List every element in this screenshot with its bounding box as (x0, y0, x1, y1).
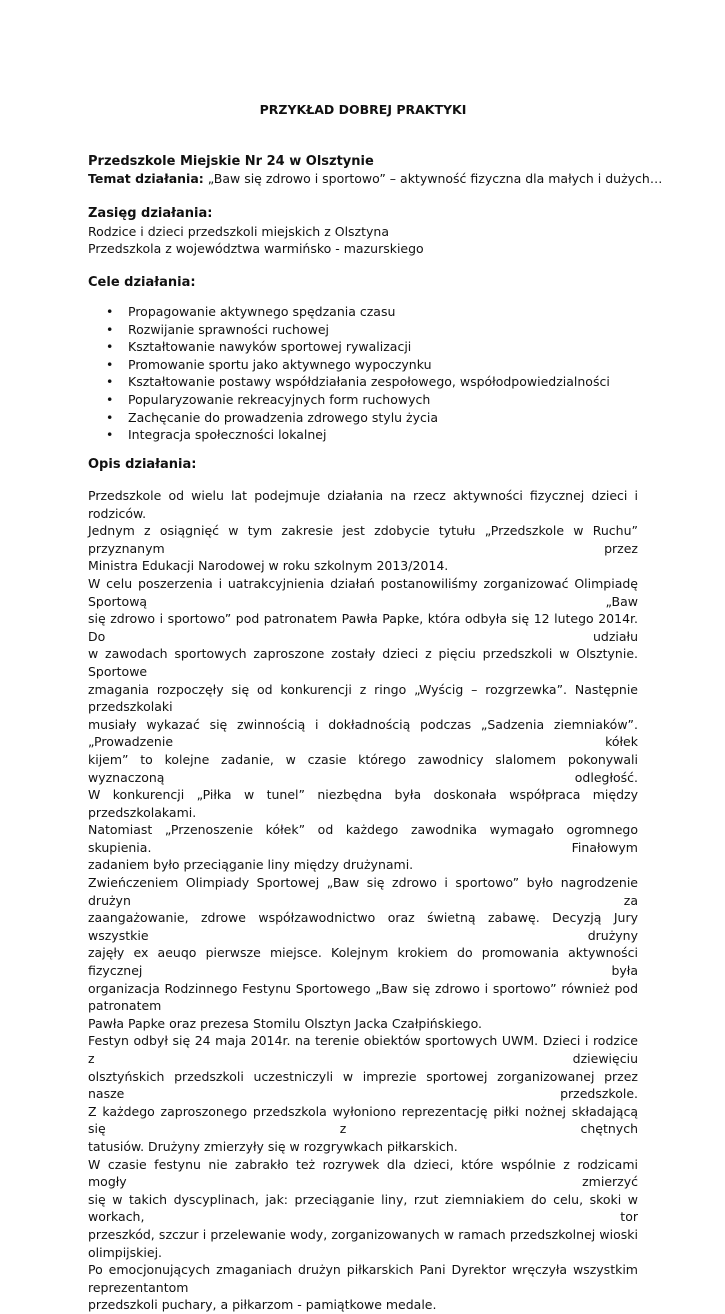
scope-heading: Zasięg działania: (88, 206, 213, 221)
description-line: zaangażowanie, zdrowe współzawodnictwo oraz świetną zabawę. Decyzją Jury wszystkie drużyny (88, 910, 638, 943)
goal-item: • Propagowanie aktywnego spędzania czasu (106, 304, 396, 319)
goal-item: • Integracja społeczności lokalnej (106, 427, 327, 443)
description-line: Przedszkole od wielu lat podejmuje działania na rzecz aktywności fizycznej dzieci i rodziców. (88, 488, 638, 521)
description-line: Po emocjonujących zmaganiach drużyn piłkarskich Pani Dyrektor wręczyła wszystkim reprezentantom (88, 1262, 638, 1295)
description-line: się zdrowo i sportowo” pod patronatem Pawła Papke, która odbyła się 12 lutego 2014r. Do udziału (88, 611, 638, 644)
description-line: Pawła Papke oraz prezesa Stomilu Olsztyn Jacka Czałpińskiego. (88, 1015, 482, 1031)
institution-name: Przedszkole Miejskie Nr 24 w Olsztynie (88, 154, 374, 169)
bullet-icon: • (106, 356, 114, 372)
description-line: musiały wykazać się zwinnością i dokładnością podczas „Sadzenia ziemniaków”. „Prowadzenie kółek (88, 716, 638, 750)
description-line: Festyn odbył się 24 maja 2014r. na terenie obiektów sportowych UWM. Dzieci i rodzice z dziewięciu (88, 1033, 638, 1066)
goal-item: • Popularyzowanie rekreacyjnych form ruchowych (106, 391, 431, 407)
description-line: W czasie festynu nie zabrakło też rozrywek dla dzieci, które wspólnie z rodzicami mogły zmierzyć (88, 1156, 638, 1190)
topic-line (88, 171, 662, 186)
scope-line: Przedszkola z województwa warmińsko - mazurskiego (88, 241, 424, 256)
description-line: Zwieńczeniem Olimpiady Sportowej „Baw się zdrowo i sportowo” było nagrodzenie drużyn za (88, 875, 638, 908)
description-line: zajęły ex aeuqo pierwsze miejsce. Kolejnym krokiem do promowania aktywności fizycznej była (88, 945, 638, 979)
description-line: olsztyńskich przedszkoli uczestniczyli w imprezie sportowej zorganizowanej przez nasze przedszkole. (88, 1068, 638, 1102)
description-line: przedszkoli puchary, a piłkarzom - pamiątkowe medale. (88, 1297, 437, 1313)
description-line: zmagania rozpoczęły się od konkurencji z ringo „Wyścig – rozgrzewka”. Następnie przedszkolaki (88, 681, 638, 715)
goals-list (88, 303, 610, 444)
description-line: Z każdego zaproszonego przedszkola wyłoniono reprezentację piłki nożnej składającą się z chętnych (88, 1103, 638, 1137)
topic-label: Temat działania: (88, 171, 204, 186)
description-line: przeszkód, szczur i przelewanie wody, zorganizowanych w ramach przedszkolnej wioski olimpijskiej. (88, 1226, 638, 1260)
description-heading: Opis działania: (88, 457, 197, 472)
goals-heading: Cele działania: (88, 275, 196, 290)
document-title: PRZYKŁAD DOBREJ PRAKTYKI (259, 102, 467, 117)
description-body (88, 487, 638, 1314)
description-line: Ministra Edukacji Narodowej w roku szkolnym 2013/2014. (88, 558, 449, 574)
bullet-icon: • (106, 339, 114, 355)
scope-line: Rodzice i dzieci przedszkoli miejskich z Olsztyna (88, 224, 390, 239)
description-line: zadaniem było przeciąganie liny między drużynami. (88, 857, 414, 873)
topic-value: „Baw się zdrowo i sportowo” – aktywność fizyczna dla małych i dużych… (203, 171, 663, 186)
goal-item: • Kształtowanie postawy współdziałania zespołowego, współodpowiedzialności (106, 374, 610, 390)
description-line: Jednym z osiągnięć w tym zakresie jest zdobycie tytułu „Przedszkole w Ruchu” przyznanym przez (88, 523, 638, 556)
description-line: W celu poszerzenia i uatrakcyjnienia działań postanowiliśmy zorganizować Olimpiadę Sportową „Baw (88, 575, 638, 609)
description-line: się w takich dyscyplinach, jak: przeciąganie liny, rzut ziemniakiem do celu, skoki w workach, tor (88, 1191, 638, 1225)
description-line: w zawodach sportowych zaproszone zostały dzieci z pięciu przedszkoli w Olsztynie. Sportowe (88, 646, 638, 679)
description-line: kijem” to kolejne zadanie, w czasie którego zawodnicy slalomem pokonywali wyznaczoną odległość. (88, 751, 638, 785)
description-line: Natomiast „Przenoszenie kółek” od każdego zawodnika wymagało ogromnego skupienia. Finałowym (88, 822, 638, 855)
description-line: W konkurencji „Piłka w tunel” niezbędna była doskonała współpraca między przedszkolakami. (88, 787, 638, 820)
goal-item: • Kształtowanie nawyków sportowej rywalizacji (106, 339, 412, 355)
goal-item: • Zachęcanie do prowadzenia zdrowego stylu życia (106, 409, 439, 425)
bullet-icon: • (106, 409, 114, 425)
bullet-icon: • (106, 321, 114, 337)
bullet-icon: • (106, 304, 114, 319)
description-line: tatusiów. Drużyny zmierzyły się w rozgrywkach piłkarskich. (88, 1138, 458, 1154)
description-line: organizacja Rodzinnego Festynu Sportowego „Baw się zdrowo i sportowo” również pod patronatem (88, 980, 638, 1014)
goal-item: • Promowanie sportu jako aktywnego wypoczynku (106, 356, 432, 372)
bullet-icon: • (106, 391, 114, 407)
bullet-icon: • (106, 374, 114, 390)
bullet-icon: • (106, 427, 114, 443)
goal-item: • Rozwijanie sprawności ruchowej (106, 321, 329, 337)
